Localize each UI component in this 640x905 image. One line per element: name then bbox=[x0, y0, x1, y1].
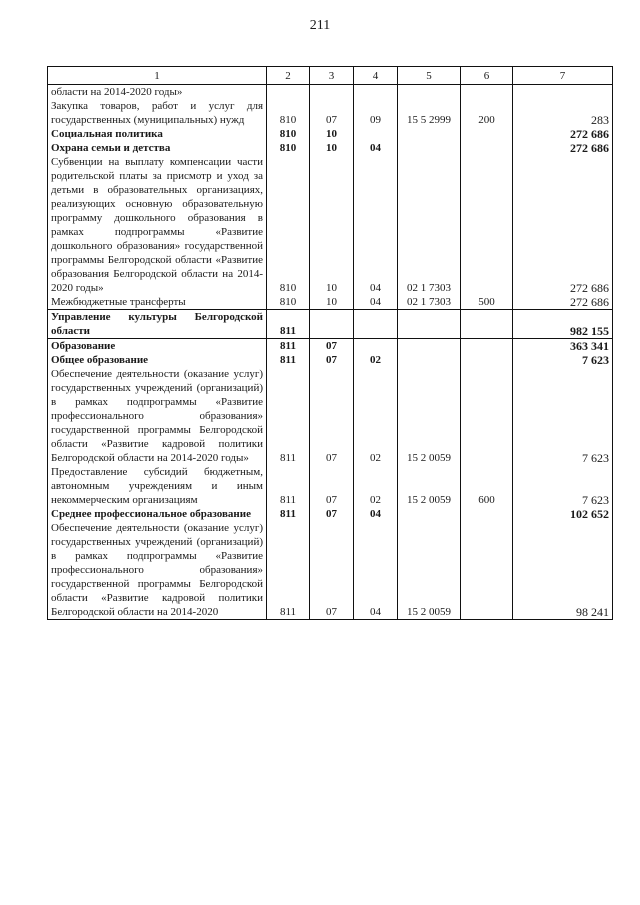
table-row bbox=[48, 353, 613, 367]
row-col-5 bbox=[398, 507, 461, 521]
row-col-3 bbox=[310, 310, 354, 339]
row-name: Социальная политика bbox=[48, 127, 267, 141]
row-col-6 bbox=[461, 141, 513, 155]
row-amount bbox=[513, 85, 613, 100]
row-col-4: 02 bbox=[354, 353, 398, 367]
row-amount: 7 623 bbox=[513, 465, 613, 507]
row-col-3: 07 bbox=[310, 507, 354, 521]
row-col-4: 02 bbox=[354, 367, 398, 465]
row-name: Среднее профессиональное образование bbox=[48, 507, 267, 521]
row-name: Общее образование bbox=[48, 353, 267, 367]
row-col-3: 10 bbox=[310, 295, 354, 310]
row-col-2: 811 bbox=[267, 353, 310, 367]
header-col-6: 6 bbox=[461, 67, 513, 85]
row-col-6 bbox=[461, 353, 513, 367]
row-col-5 bbox=[398, 127, 461, 141]
row-col-4 bbox=[354, 339, 398, 354]
row-col-6: 600 bbox=[461, 465, 513, 507]
row-name: Обеспечение деятельности (оказание услуг) государственных учреждений (организаций) в рамках подпрограммы «Развитие профессионального образования» государственной программы Белгородской области «Развитие кадровой политики Белгородской области на 2014-2020 bbox=[48, 521, 267, 620]
row-col-5: 02 1 7303 bbox=[398, 295, 461, 310]
row-name: Обеспечение деятельности (оказание услуг) государственных учреждений (организаций) в рамках подпрограммы «Развитие профессионального образования» государственной программы Белгородской области «Развитие кадровой политики Белгородской области на 2014-2020 годы» bbox=[48, 367, 267, 465]
row-col-2: 810 bbox=[267, 127, 310, 141]
row-amount: 982 155 bbox=[513, 310, 613, 339]
row-amount: 272 686 bbox=[513, 141, 613, 155]
row-col-2: 811 bbox=[267, 339, 310, 354]
row-col-2: 811 bbox=[267, 310, 310, 339]
budget-table bbox=[47, 66, 613, 620]
row-col-2: 811 bbox=[267, 507, 310, 521]
row-col-6 bbox=[461, 521, 513, 620]
row-col-3 bbox=[310, 85, 354, 100]
row-col-4: 04 bbox=[354, 155, 398, 295]
row-col-2: 810 bbox=[267, 295, 310, 310]
page-number: 211 bbox=[309, 18, 331, 33]
table-row bbox=[48, 507, 613, 521]
header-col-4: 4 bbox=[354, 67, 398, 85]
header-col-1: 1 bbox=[48, 67, 267, 85]
row-col-2: 810 bbox=[267, 141, 310, 155]
row-col-6 bbox=[461, 155, 513, 295]
row-col-4: 09 bbox=[354, 99, 398, 127]
row-col-3: 10 bbox=[310, 141, 354, 155]
row-name: Образование bbox=[48, 339, 267, 354]
row-col-6 bbox=[461, 339, 513, 354]
row-col-4: 04 bbox=[354, 521, 398, 620]
row-col-3: 07 bbox=[310, 339, 354, 354]
row-col-4: 04 bbox=[354, 507, 398, 521]
row-col-4: 04 bbox=[354, 141, 398, 155]
row-col-5: 15 2 0059 bbox=[398, 521, 461, 620]
row-col-5 bbox=[398, 85, 461, 100]
table-row bbox=[48, 155, 613, 295]
row-amount: 283 bbox=[513, 99, 613, 127]
row-col-5: 02 1 7303 bbox=[398, 155, 461, 295]
row-col-3: 07 bbox=[310, 465, 354, 507]
row-amount: 7 623 bbox=[513, 353, 613, 367]
row-col-5 bbox=[398, 339, 461, 354]
header-col-3: 3 bbox=[310, 67, 354, 85]
row-name: Закупка товаров, работ и услуг для государственных (муниципальных) нужд bbox=[48, 99, 267, 127]
row-col-2: 810 bbox=[267, 99, 310, 127]
row-col-2: 811 bbox=[267, 465, 310, 507]
table-row bbox=[48, 127, 613, 141]
row-col-5: 15 5 2999 bbox=[398, 99, 461, 127]
row-col-4: 04 bbox=[354, 295, 398, 310]
header-row bbox=[48, 67, 613, 85]
row-col-2: 811 bbox=[267, 367, 310, 465]
row-col-2 bbox=[267, 85, 310, 100]
row-col-5 bbox=[398, 141, 461, 155]
row-col-2: 810 bbox=[267, 155, 310, 295]
row-col-5: 15 2 0059 bbox=[398, 465, 461, 507]
row-col-4: 02 bbox=[354, 465, 398, 507]
table-row bbox=[48, 367, 613, 465]
row-col-6 bbox=[461, 367, 513, 465]
row-amount: 102 652 bbox=[513, 507, 613, 521]
table-row bbox=[48, 521, 613, 620]
table-row bbox=[48, 465, 613, 507]
row-col-3: 07 bbox=[310, 353, 354, 367]
row-col-5: 15 2 0059 bbox=[398, 367, 461, 465]
row-col-6: 500 bbox=[461, 295, 513, 310]
row-name: Предоставление субсидий бюджетным, автономным учреждениям и иным некоммерческим организациям bbox=[48, 465, 267, 507]
row-col-6: 200 bbox=[461, 99, 513, 127]
row-col-2: 811 bbox=[267, 521, 310, 620]
header-col-2: 2 bbox=[267, 67, 310, 85]
row-col-3: 07 bbox=[310, 367, 354, 465]
row-col-6 bbox=[461, 85, 513, 100]
row-amount: 272 686 bbox=[513, 127, 613, 141]
row-name: Управление культуры Белгородской области bbox=[48, 310, 267, 339]
row-name: Межбюджетные трансферты bbox=[48, 295, 267, 310]
row-col-6 bbox=[461, 507, 513, 521]
row-col-3: 10 bbox=[310, 127, 354, 141]
row-col-4 bbox=[354, 85, 398, 100]
table-row bbox=[48, 295, 613, 310]
row-amount: 272 686 bbox=[513, 295, 613, 310]
row-col-3: 10 bbox=[310, 155, 354, 295]
table-row bbox=[48, 310, 613, 339]
header-col-5: 5 bbox=[398, 67, 461, 85]
row-amount: 272 686 bbox=[513, 155, 613, 295]
row-col-3: 07 bbox=[310, 521, 354, 620]
row-col-4 bbox=[354, 127, 398, 141]
row-amount: 98 241 bbox=[513, 521, 613, 620]
row-col-5 bbox=[398, 353, 461, 367]
table-row bbox=[48, 85, 613, 100]
row-name: области на 2014-2020 годы» bbox=[48, 85, 267, 100]
row-col-3: 07 bbox=[310, 99, 354, 127]
row-col-6 bbox=[461, 310, 513, 339]
row-amount: 363 341 bbox=[513, 339, 613, 354]
row-col-4 bbox=[354, 310, 398, 339]
row-col-5 bbox=[398, 310, 461, 339]
table-row bbox=[48, 339, 613, 354]
table-row bbox=[48, 141, 613, 155]
header-col-7: 7 bbox=[513, 67, 613, 85]
row-col-6 bbox=[461, 127, 513, 141]
row-name: Охрана семьи и детства bbox=[48, 141, 267, 155]
row-amount: 7 623 bbox=[513, 367, 613, 465]
row-name: Субвенции на выплату компенсации части родительской платы за присмотр и уход за детьми в образовательных организациях, реализующих основную образовательную программу дошкольного образования в рамках подпрограммы «Развитие дошкольного образования» государственной программы Белгородской области «Развитие образования Белгородской области на 2014-2020 годы» bbox=[48, 155, 267, 295]
table-row bbox=[48, 99, 613, 127]
